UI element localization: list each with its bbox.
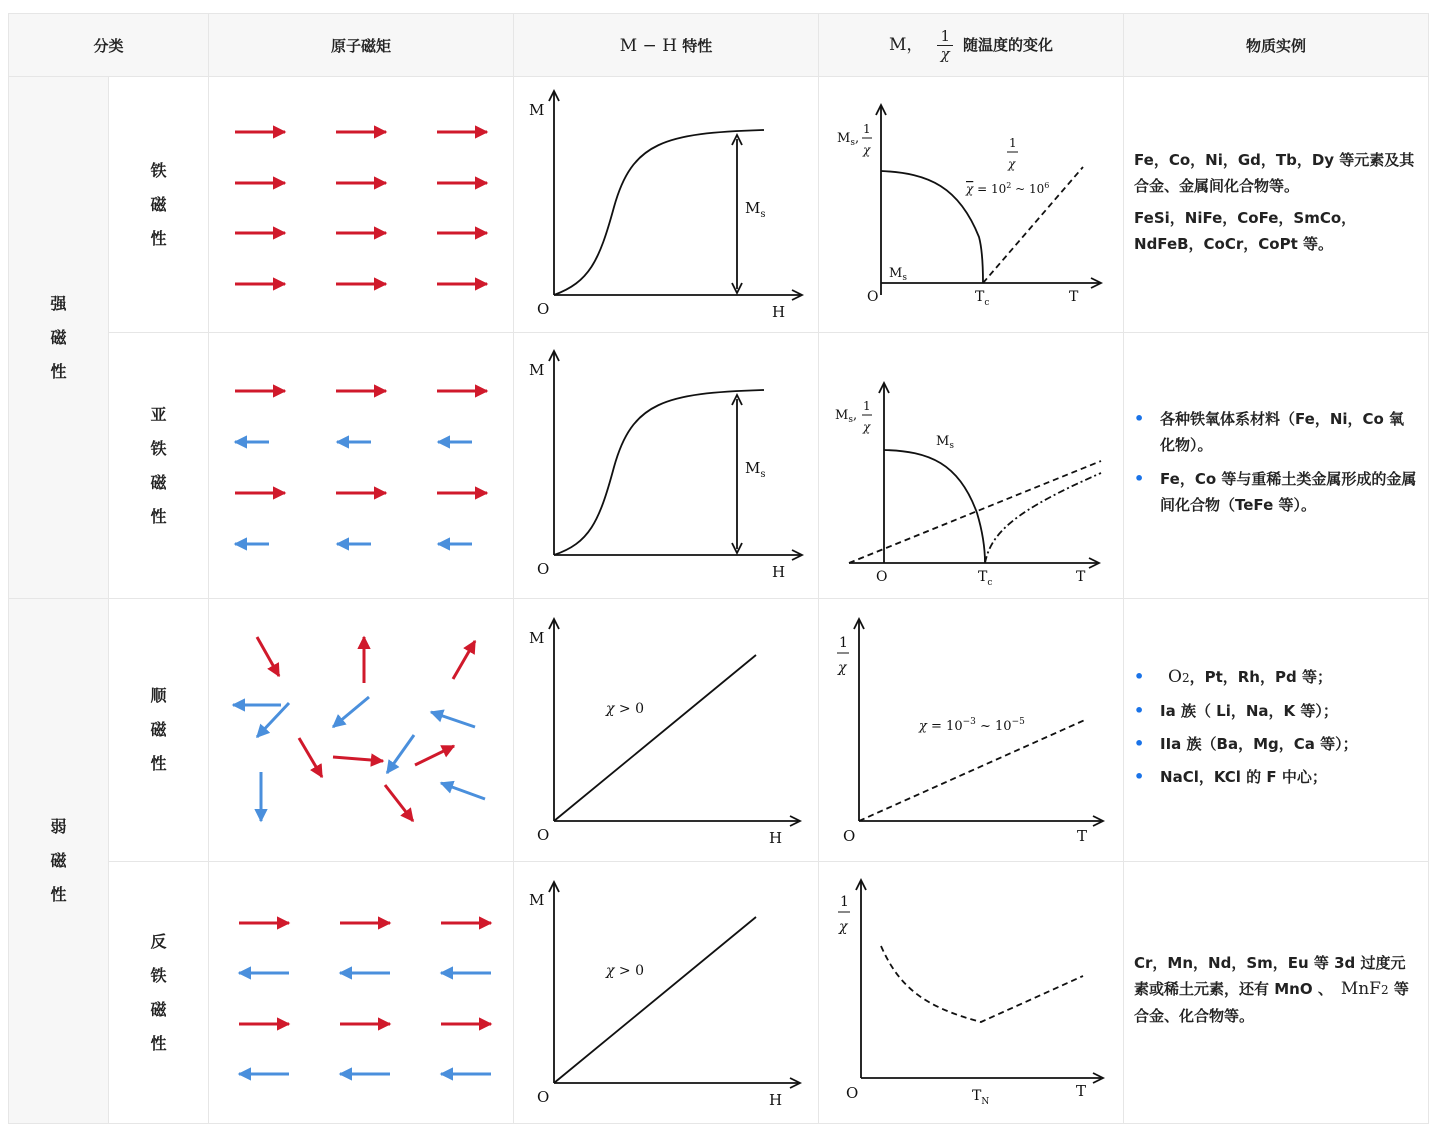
origin: O [867, 289, 879, 305]
chi-range-label: $\chi = 10^2$ ~ $10^6$ [966, 181, 1050, 196]
row-antiferromagnetic [9, 862, 1429, 1124]
svg-text:TN: $T_N$ [972, 1088, 990, 1107]
saturation-curve [554, 130, 764, 295]
svg-text:M: M [529, 629, 545, 647]
row-paramagnetic [9, 599, 1429, 862]
svg-text:O: O [846, 1084, 859, 1102]
svg-text:H: H [769, 829, 783, 847]
examples-paramagnetic: • O2，Pt，Rh，Pd 等； • Ia 族（ Li，Na，K 等）； • IIa 族（Ba，Mg，Ca 等）； • NaCl，KCl 的 F 中心； [1124, 599, 1429, 862]
temp-curve-antiferro [819, 862, 1123, 1123]
mh-paramagnetic [514, 599, 819, 862]
svg-text:1: 1 [839, 635, 848, 651]
mh-line-para [514, 599, 818, 861]
svg-text:χ: χ [1008, 157, 1016, 171]
examples-ferromagnetic: Fe，Co，Ni，Gd，Tb，Dy 等元素及其合金、金属间化合物等。 FeSi，NiFe，CoFe，SmCo，NdFeB，CoCr，CoPt 等。 [1124, 77, 1429, 333]
temp-ferrimagnetic [819, 333, 1124, 599]
temp-antiferromagnetic [819, 862, 1124, 1124]
ms-curve-label: $M_s$ [889, 266, 907, 283]
mh-suffix: 特性 [682, 36, 713, 55]
mh-ferromagnetic [514, 77, 819, 333]
header-category: 分类 [9, 14, 209, 77]
svg-text:χ: χ [863, 420, 871, 434]
svg-text:O: O [843, 827, 856, 845]
temp-suffix: 随温度的变化 [962, 35, 1053, 54]
svg-text:O: O [537, 1088, 550, 1106]
temp-curve-ferro [819, 77, 1123, 332]
row-ferrimagnetic [9, 333, 1429, 599]
antiparallel-unequal-arrows [209, 333, 513, 598]
mh-line-antiferro [514, 862, 818, 1123]
svg-text:χ: χ [838, 660, 847, 676]
header-mh [514, 14, 819, 77]
svg-text:χ: χ [863, 143, 871, 157]
tc-label: $T_c$ [975, 289, 990, 308]
svg-text:1: 1 [863, 399, 871, 413]
axis-ms: $M_s$, [837, 131, 860, 148]
mh-antiferromagnetic [514, 862, 819, 1124]
moments-antiferromagnetic [209, 862, 514, 1124]
examples-antiferromagnetic: Cr，Mn，Nd，Sm，Eu 等 3d 过度元素或稀土元素，还有 MnO 、 MnF2 等合金、化合物等。 [1124, 862, 1429, 1124]
svg-text:χ: χ [839, 919, 848, 935]
group-weak: 弱 磁 性 [9, 599, 109, 1124]
svg-text:O: O [537, 826, 550, 844]
svg-text:Ms: $M_s$ [936, 434, 954, 451]
origin: O [537, 300, 550, 318]
svg-text:χ > 0: χ > 0 [606, 963, 645, 979]
svg-text:H: H [772, 563, 786, 581]
svg-text:O: O [876, 569, 888, 585]
parallel-arrows-diagram [209, 77, 513, 332]
header-row [9, 14, 1429, 77]
axis-m: M [529, 101, 545, 119]
svg-text:O: O [537, 560, 550, 578]
svg-text:T: T [1076, 569, 1086, 585]
arrow-group-up [235, 132, 487, 284]
moments-ferromagnetic [209, 77, 514, 333]
name-ferromagnetic: 铁 磁 性 [109, 77, 209, 333]
ms-label: $M_s$ [745, 199, 766, 220]
examples-ferrimagnetic: • 各种铁氧体系材料（Fe，Ni，Co 氧化物）。 • Fe，Co 等与重稀土类金属形成的金属间化合物（TeFe 等）。 [1124, 333, 1429, 599]
axis-t: T [1069, 289, 1079, 305]
axis-h: H [772, 303, 786, 321]
antiparallel-equal-arrows [209, 862, 513, 1123]
temp-symbol: M， [889, 34, 924, 55]
temp-line-para [819, 599, 1123, 861]
svg-text:M: M [529, 361, 545, 379]
temp-paramagnetic [819, 599, 1124, 862]
svg-text:1: 1 [1009, 136, 1017, 150]
svg-text:T: T [1076, 1082, 1087, 1100]
magnetism-table [8, 13, 1429, 1124]
row-ferromagnetic [9, 77, 1429, 333]
svg-text:1: 1 [840, 894, 849, 910]
group-strong: 强 磁 性 [9, 77, 109, 599]
svg-text:Ms: $M_s$ [745, 459, 766, 480]
svg-text:M: M [529, 891, 545, 909]
mh-curve-ferri [514, 333, 818, 598]
moments-paramagnetic [209, 599, 514, 862]
svg-text:χ > 0: χ > 0 [606, 701, 645, 717]
svg-text:T: T [1077, 827, 1088, 845]
temp-curve-ferri [819, 333, 1123, 598]
header-temperature [819, 14, 1124, 77]
svg-text:H: H [769, 1091, 783, 1109]
svg-text:χ = 10−3 ~ 10−5: $\chi = 10^{-3}$ ~ $10^{-5}$ [919, 717, 1025, 734]
random-arrows-diagram [209, 599, 513, 861]
moments-ferrimagnetic [209, 333, 514, 599]
mh-curve-ferro [514, 77, 818, 332]
temp-ferromagnetic [819, 77, 1124, 333]
name-paramagnetic: 顺 磁 性 [109, 599, 209, 862]
svg-text:1: 1 [863, 122, 871, 136]
mh-symbol: M − H [619, 35, 678, 56]
name-antiferromagnetic: 反 铁 磁 性 [109, 862, 209, 1124]
mh-ferrimagnetic [514, 333, 819, 599]
header-examples: 物质实例 [1124, 14, 1429, 77]
example-o2: • O2，Pt，Rh，Pd 等； [1150, 664, 1418, 691]
name-ferrimagnetic: 亚 铁 磁 性 [109, 333, 209, 599]
svg-text:Ms,: $M_s$, [835, 408, 858, 425]
temp-fraction: $\frac{1}{\chi}$ [937, 28, 953, 63]
svg-text:Tc: $T_c$ [978, 569, 993, 588]
header-atomic-moment: 原子磁矩 [209, 14, 514, 77]
